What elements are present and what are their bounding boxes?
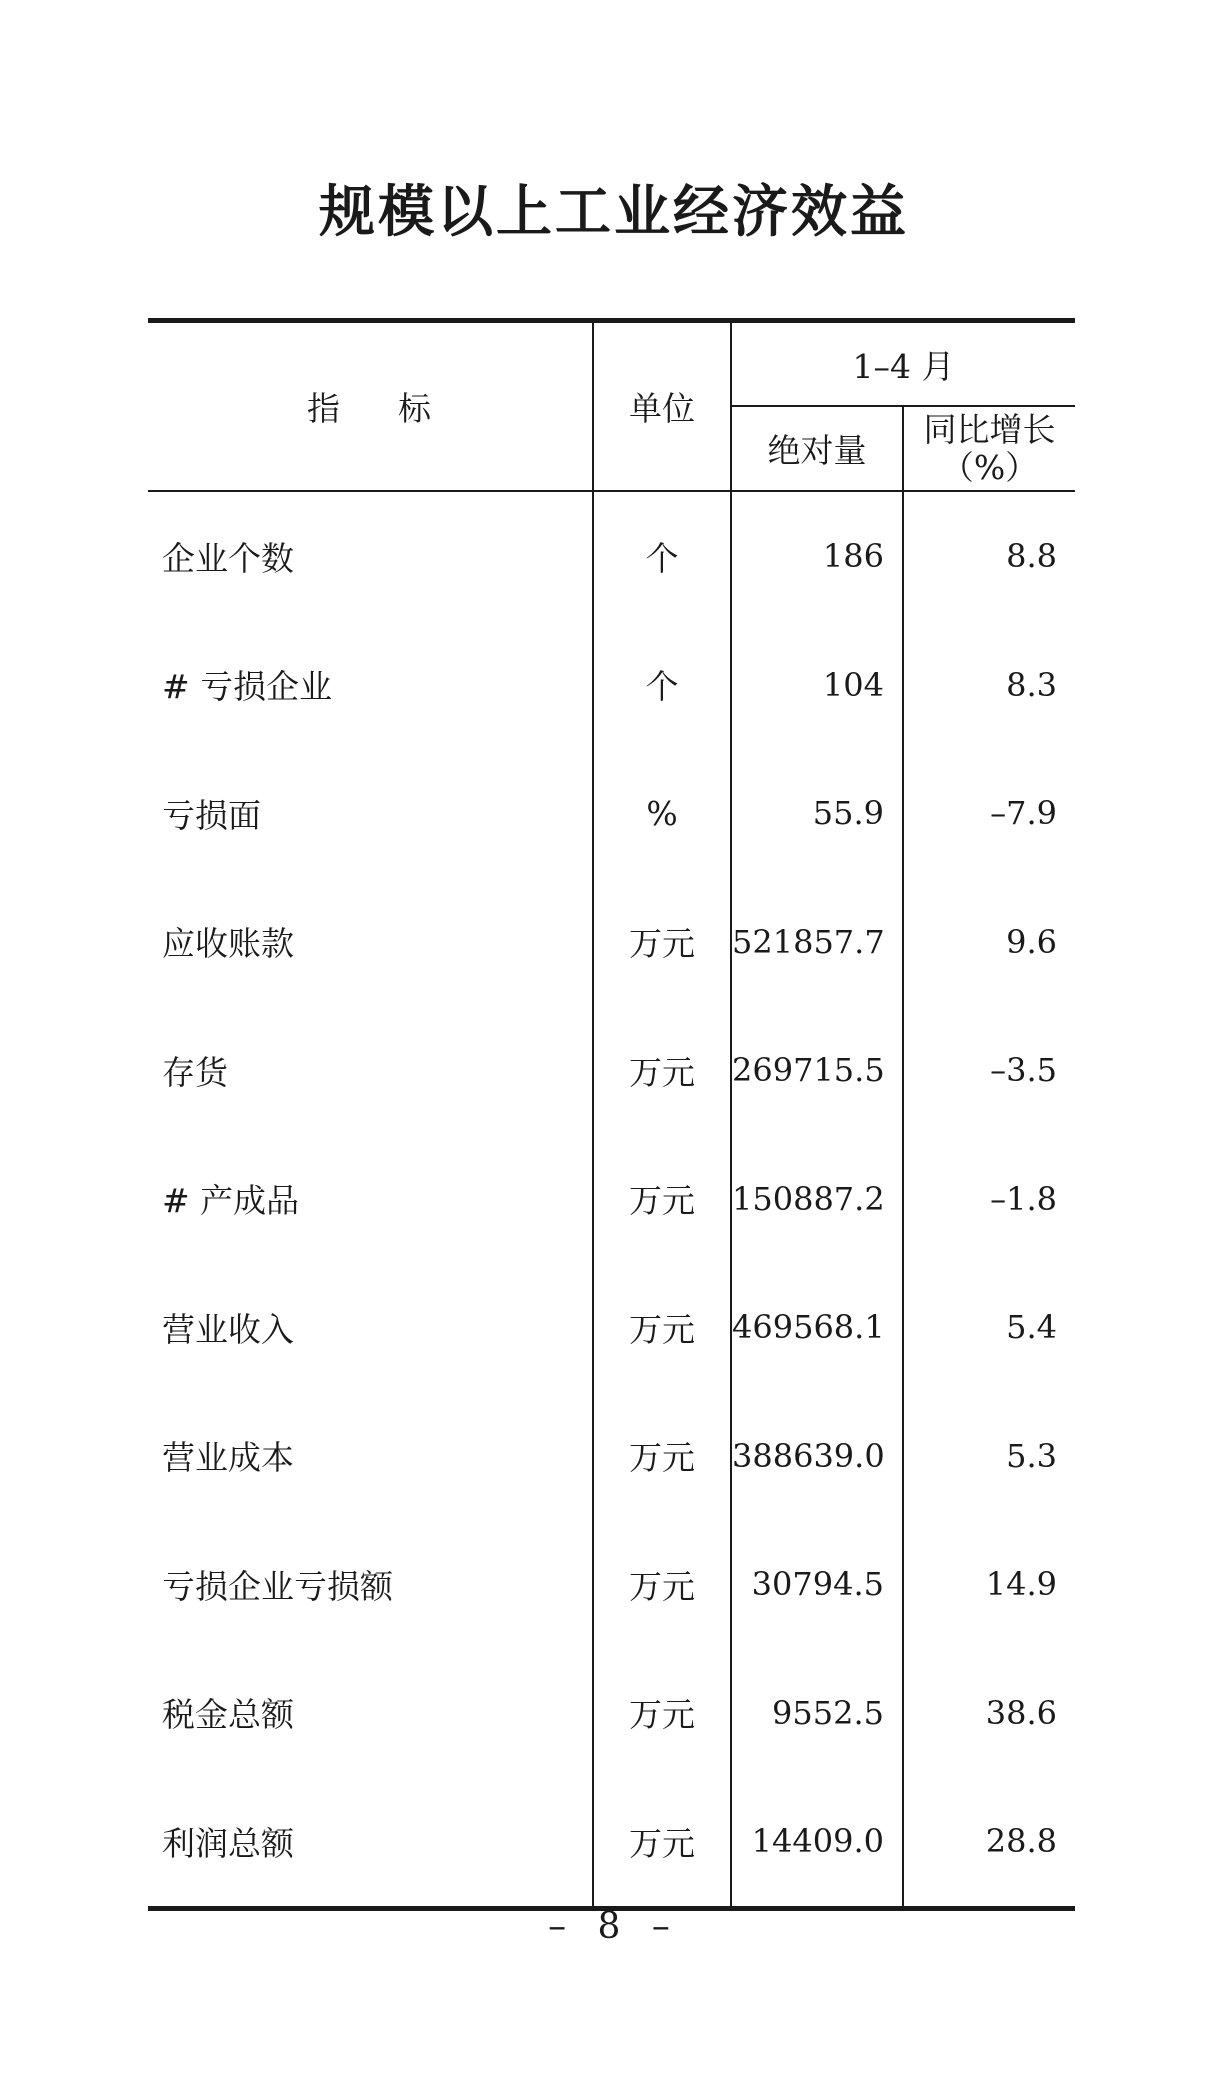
row-yoy-growth: 5.3 [903,1392,1075,1521]
table-row [148,878,1075,1007]
row-unit: 个 [593,621,731,750]
row-absolute-value: 150887.2 [731,1135,903,1264]
row-absolute-value: 9552.5 [731,1649,903,1778]
header-unit: 单位 [593,321,731,492]
row-yoy-growth: –3.5 [903,1006,1075,1135]
row-indicator-name: # 产成品 [162,1181,300,1221]
page-title: 规模以上工业经济效益 [319,180,909,245]
table-row [148,491,1075,621]
header-yoy-line1: 同比增长 [923,409,1056,449]
row-yoy-growth: 5.4 [903,1263,1075,1392]
page-number: – 8 – [548,1906,680,1947]
row-unit: % [593,749,731,878]
row-yoy-growth: 9.6 [903,878,1075,1007]
row-absolute-value: 469568.1 [731,1263,903,1392]
row-yoy-growth: –7.9 [903,749,1075,878]
row-unit: 万元 [593,1006,731,1135]
row-indicator-name: 税金总额 [162,1695,294,1735]
header-period [731,321,1075,407]
economic-benefits-table [148,318,1075,1911]
row-unit: 万元 [593,1263,731,1392]
row-unit: 万元 [593,1777,731,1908]
table-row [148,749,1075,878]
table-row [148,1263,1075,1392]
row-unit: 个 [593,491,731,621]
header-yoy-line2: （%） [940,447,1039,487]
row-indicator-name: 企业个数 [162,538,294,578]
header-period-label: 1–4 月 [852,346,955,386]
header-yoy [903,406,1075,491]
table-row [148,621,1075,750]
table-body [148,491,1075,1908]
row-indicator-name: 存货 [162,1052,228,1092]
row-yoy-growth: –1.8 [903,1135,1075,1264]
header-absolute: 绝对量 [731,406,903,491]
header-indicator [148,321,593,492]
row-absolute-value: 269715.5 [731,1006,903,1135]
row-unit: 万元 [593,1135,731,1264]
row-indicator-name: 营业收入 [162,1309,294,1349]
header-indicator-char-2: 标 [398,389,433,428]
row-absolute-value: 55.9 [731,749,903,878]
row-indicator-name: 营业成本 [162,1438,294,1478]
row-absolute-value: 186 [731,491,903,621]
row-yoy-growth: 28.8 [903,1777,1075,1908]
row-unit: 万元 [593,1649,731,1778]
row-unit: 万元 [593,1520,731,1649]
table-row [148,1520,1075,1649]
row-absolute-value: 521857.7 [731,878,903,1007]
row-yoy-growth: 8.3 [903,621,1075,750]
row-yoy-growth: 8.8 [903,491,1075,621]
row-absolute-value: 14409.0 [731,1777,903,1908]
row-unit: 万元 [593,1392,731,1521]
table-row [148,1649,1075,1778]
row-indicator-name: 利润总额 [148,1777,593,1908]
row-absolute-value: 104 [731,621,903,750]
row-absolute-value: 30794.5 [731,1520,903,1649]
row-yoy-growth: 14.9 [903,1520,1075,1649]
row-indicator-name: # 亏损企业 [162,667,333,707]
row-indicator-name: 应收账款 [162,924,294,964]
row-unit: 万元 [593,878,731,1007]
row-indicator-name: 亏损面 [162,795,261,835]
row-absolute-value: 388639.0 [731,1392,903,1521]
table-row [148,1135,1075,1264]
row-yoy-growth: 38.6 [903,1649,1075,1778]
table-row [148,1392,1075,1521]
table-row [148,1777,1075,1908]
row-indicator-name: 亏损企业亏损额 [162,1566,393,1606]
table-row [148,1006,1075,1135]
header-indicator-char-1: 指 [307,389,342,428]
